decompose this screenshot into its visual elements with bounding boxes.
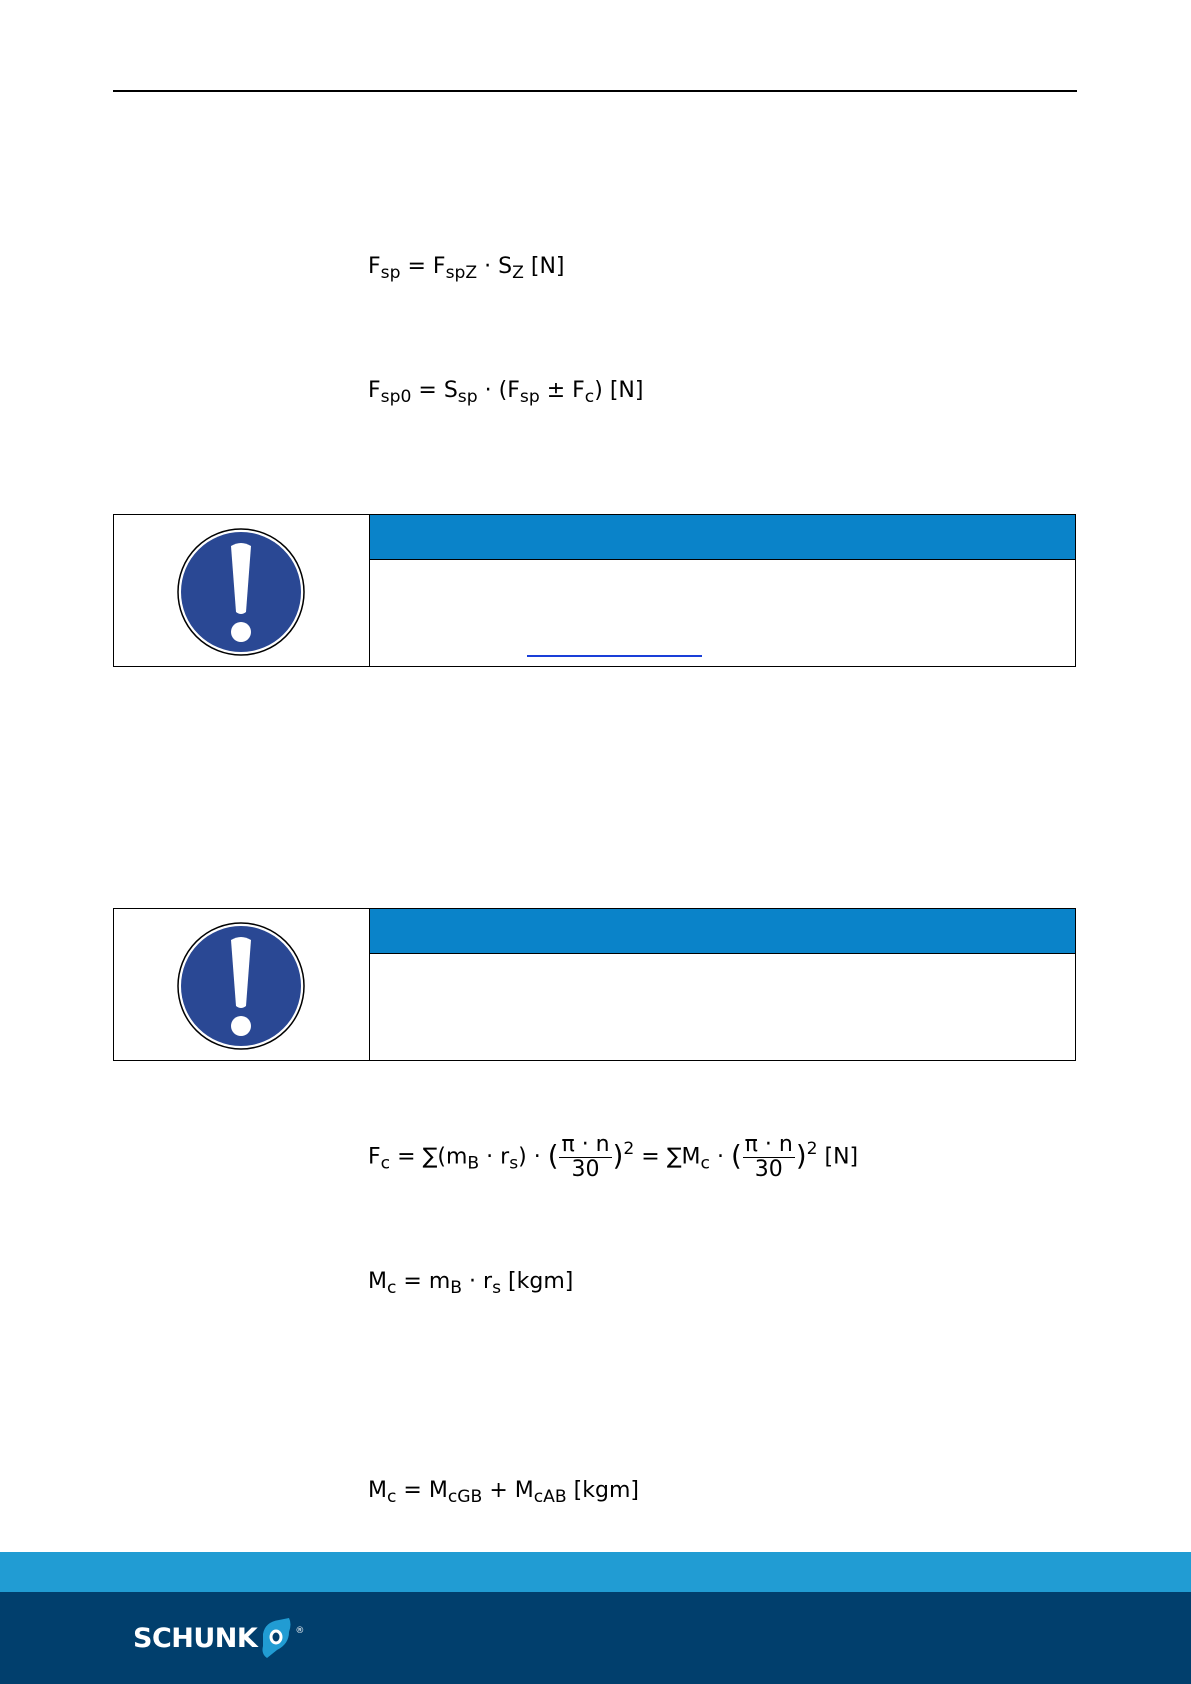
formula-clamping-force: $F_{sp} = F_{spZ} \cdot S_Z$ [N] [368, 254, 565, 283]
notice-header-bar [370, 515, 1075, 560]
formula-centrifugal-moment: $M_c = m_B \cdot r_s$ [kgm] [368, 1269, 574, 1298]
notice-body [370, 954, 1075, 1060]
exclamation-icon [177, 528, 305, 656]
notice-link[interactable] [527, 655, 702, 657]
registered-mark: ® [295, 1626, 305, 1636]
notice-box-1 [113, 514, 1076, 667]
notice-body [370, 560, 1075, 666]
notice-header-bar [370, 909, 1075, 954]
formula-initial-clamping-force: $F_{sp0} = S_{sp} \cdot (F_{sp} \pm F_c)$ [N] [368, 378, 644, 407]
header-rule [113, 90, 1077, 92]
notice-icon-cell [114, 515, 370, 666]
notice-icon-cell [114, 909, 370, 1060]
exclamation-icon [177, 922, 305, 1050]
logo-text: SCHUNK [133, 1622, 258, 1654]
notice-box-2 [113, 908, 1076, 1061]
schunk-hand-icon [259, 1616, 293, 1660]
footer-band [0, 1552, 1191, 1592]
formula-centrifugal-force: $F_c = \sum(m_B \cdot r_s)$ · ( $\frac{\pi \cdot n}{30}$ )$^2 = \sum M_c$ · ( $\frac{\pi \cdot n}{30}$ )$^2$ [N] [368, 1132, 859, 1182]
formula-total-moment: $M_c = M_{cGB} + M_{cAB}$ [kgm] [368, 1478, 639, 1507]
schunk-logo [133, 1613, 304, 1663]
